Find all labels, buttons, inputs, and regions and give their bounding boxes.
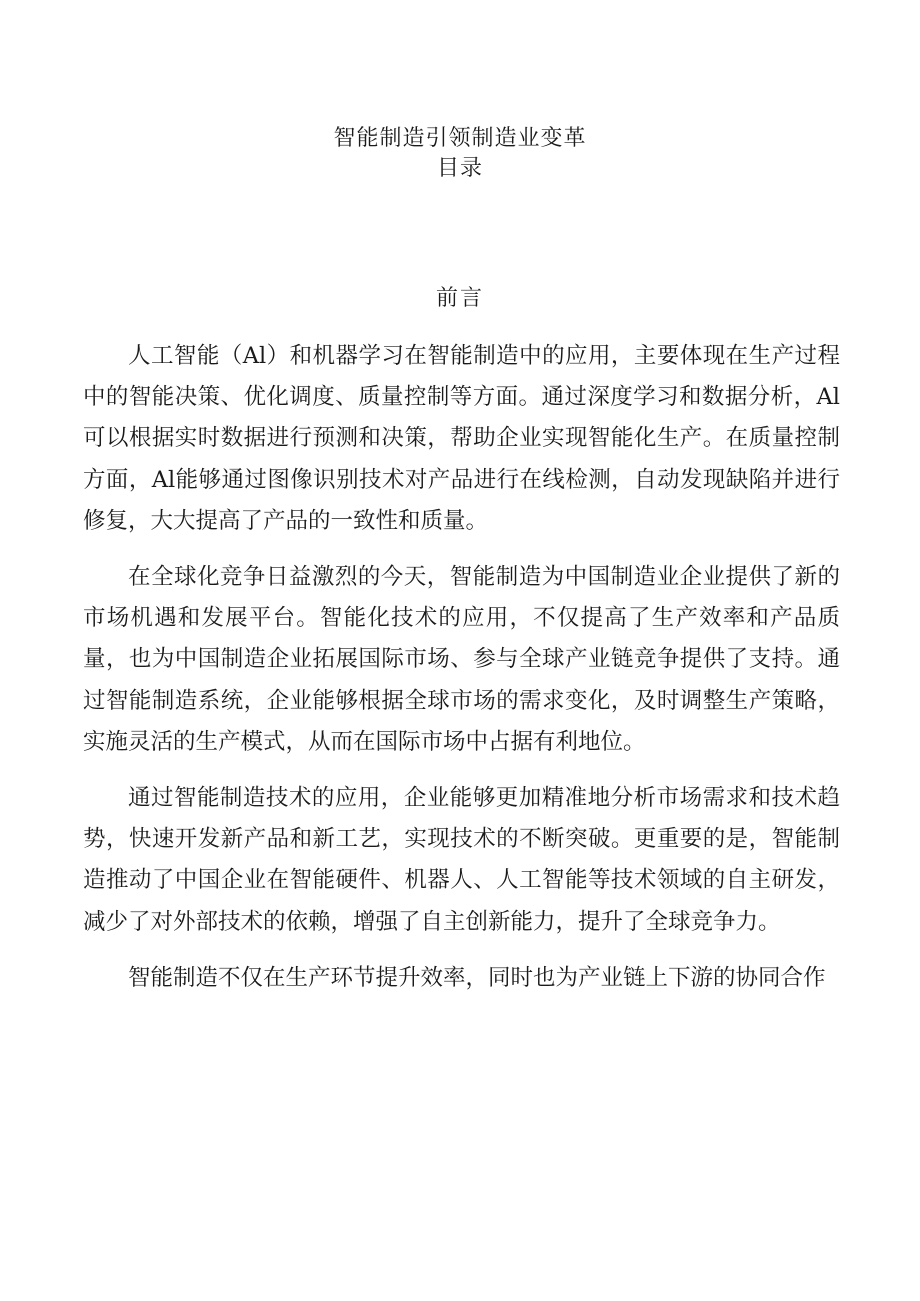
paragraph-supply-chain: 智能制造不仅在生产环节提升效率，同时也为产业链上下游的协同合作 xyxy=(128,964,826,991)
paragraph-globalization: 在全球化竞争日益激烈的今天，智能制造为中国制造业企业提供了新的市场机遇和发展平台。智能化技术的应用，不仅提高了生产效率和产品质量，也为中国制造企业拓展国际市场、参与全球产业链竞争提供了支持。通过智能制造系统，企业能够根据全球市场的需求变化，及时调整生产策略，实施灵活的生产模式，从而在国际市场中占据有利地位。 xyxy=(83,564,840,755)
toc-heading: 目录 xyxy=(436,156,483,181)
paragraph-ai-ml: 人工智能（Al）和机器学习在智能制造中的应用，主要体现在生产过程中的智能决策、优化调度、质量控制等方面。通过深度学习和数据分析，Al可以根据实时数据进行预测和决策，帮助企业实现智能化生产。在质量控制方面，Al能够通过图像识别技术对产品进行在线检测，自动发现缺陷并进行修复，大大提高了产品的一致性和质量。 xyxy=(83,343,840,534)
preface-body xyxy=(83,336,840,1014)
document-title: 智能制造引领制造业变革 xyxy=(333,126,587,151)
preface-heading: 前言 xyxy=(435,286,484,311)
paragraph-innovation: 通过智能制造技术的应用，企业能够更加精准地分析市场需求和技术趋势，快速开发新产品和新工艺，实现技术的不断突破。更重要的是，智能制造推动了中国企业在智能硬件、机器人、人工智能等技术领域的自主研发，减少了对外部技术的依赖，增强了自主创新能力，提升了全球竞争力。 xyxy=(83,785,840,935)
